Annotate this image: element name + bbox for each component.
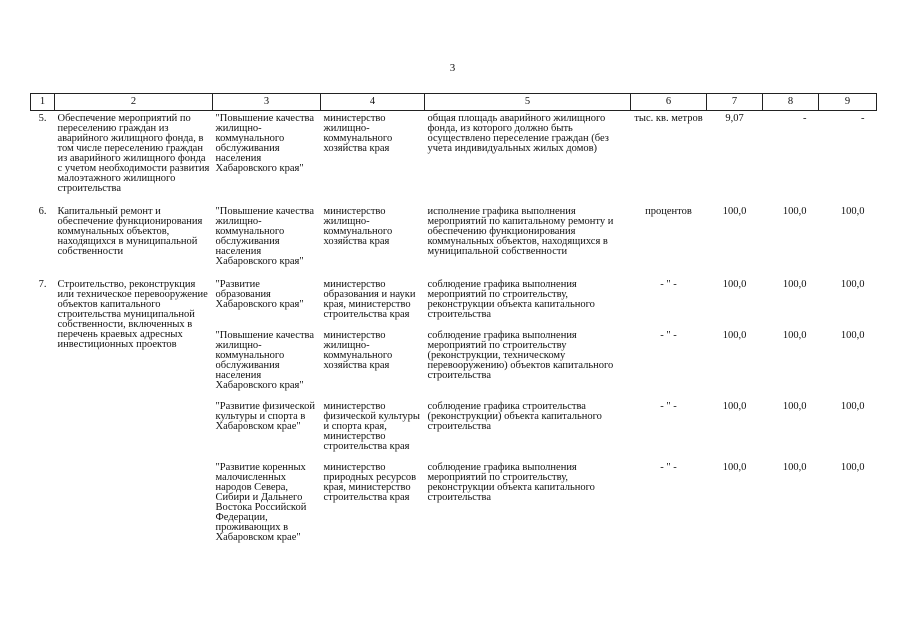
value-col8: 100,0 [782,401,807,412]
value-col9: - [861,113,865,124]
column-header: 5 [425,94,631,111]
value-col8: 100,0 [782,330,807,341]
program-name: "Развитие коренных малочисленных народов Севера, Сибири и Дальнего Востока Российской Федерации, проживающих в Хабаровском крае" [215,462,307,543]
row-number: 6. [38,206,47,217]
ministry-name: министерство образования и науки края, министерство строительства края [323,279,416,320]
unit-cell: - " - [660,279,677,290]
value-col8: 100,0 [782,279,807,290]
value-col9: 100,0 [840,462,865,473]
ministry-name: министерство жилищно-коммунального хозяйства края [323,113,393,154]
value-col9: 100,0 [840,401,865,412]
value-col7: 100,0 [722,279,747,290]
unit-cell: - " - [660,401,677,412]
row-number: 7. [38,279,47,290]
value-col7: 100,0 [722,330,747,341]
value-col7: 9,07 [725,113,744,124]
row-number: 5. [38,113,47,124]
unit-cell: тыс. кв. метров [634,113,703,124]
program-name: "Развитие образования Хабаровского края" [215,279,304,310]
ministry-name: министерство природных ресурсов края, министерство строительства края [323,462,417,503]
indicator-name: соблюдение графика выполнения мероприятий по строительству, реконструкции объекта капитального строительства [427,462,595,503]
indicator-name: соблюдение графика выполнения мероприятий по строительству, реконструкции объекта капитального строительства [427,279,595,320]
program-name: "Повышение качества жилищно-коммунального обслуживания населения Хабаровского края" [215,206,315,267]
table-row [31,204,877,277]
indicator-name: общая площадь аварийного жилищного фонда, из которого должно быть осуществлено переселение граждан (без учета индивидуальных жилых домов) [427,113,609,154]
program-name: "Развитие физической культуры и спорта в Хабаровском крае" [215,401,315,432]
value-col7: 100,0 [722,462,747,473]
column-header: 9 [819,94,877,111]
column-header: 8 [763,94,819,111]
table-header-row [31,94,877,111]
event-name: Строительство, реконструкция или техническое перевооружение объектов капитального строительства муниципальной собственности, включенных в перечень краевых адресных инвестиционных проектов [57,279,208,350]
value-col8: - [803,113,807,124]
value-col8: 100,0 [782,462,807,473]
unit-cell: - " - [660,462,677,473]
indicator-name: исполнение графика выполнения мероприятий по капитальному ремонту и обеспечению функционирования коммунальных объектов, находящихся в муниципальной собственности [427,206,614,257]
indicators-table [30,93,877,553]
table-row [31,111,877,205]
ministry-name: министерство жилищно-коммунального хозяйства края [323,330,393,371]
value-col8: 100,0 [782,206,807,217]
value-col9: 100,0 [840,279,865,290]
indicator-name: соблюдение графика выполнения мероприятий по строительству (реконструкции, техническому перевооружению) объектов капитального строительства [427,330,614,381]
value-col9: 100,0 [840,206,865,217]
column-header: 3 [213,94,321,111]
column-header: 1 [31,94,55,111]
unit-cell: - " - [660,330,677,341]
page-number: 3 [449,62,456,74]
event-name: Обеспечение мероприятий по переселению граждан из аварийного жилищного фонда, в том числе переселению граждан из аварийного жилищного фонда с учетом необходимости развития малоэтажного жилищного строительства [57,113,210,194]
table-body [31,111,877,554]
column-header: 6 [631,94,707,111]
indicator-name: соблюдение графика строительства (реконструкции) объекта капитального строительства [427,401,602,432]
ministry-name: министерство жилищно-коммунального хозяйства края [323,206,393,247]
program-name: "Повышение качества жилищно-коммунального обслуживания населения Хабаровского края" [215,113,315,174]
column-header: 4 [321,94,425,111]
value-col7: 100,0 [722,401,747,412]
event-name: Капитальный ремонт и обеспечение функционирования коммунальных объектов, находящихся в муниципальной собственности [57,206,203,257]
value-col9: 100,0 [840,330,865,341]
column-header: 7 [707,94,763,111]
unit-cell: процентов [645,206,692,217]
ministry-name: министерство физической культуры и спорта края, министерство строительства края [323,401,420,452]
table-row [31,277,877,328]
column-header: 2 [55,94,213,111]
value-col7: 100,0 [722,206,747,217]
program-name: "Повышение качества жилищно-коммунального обслуживания населения Хабаровского края" [215,330,315,391]
